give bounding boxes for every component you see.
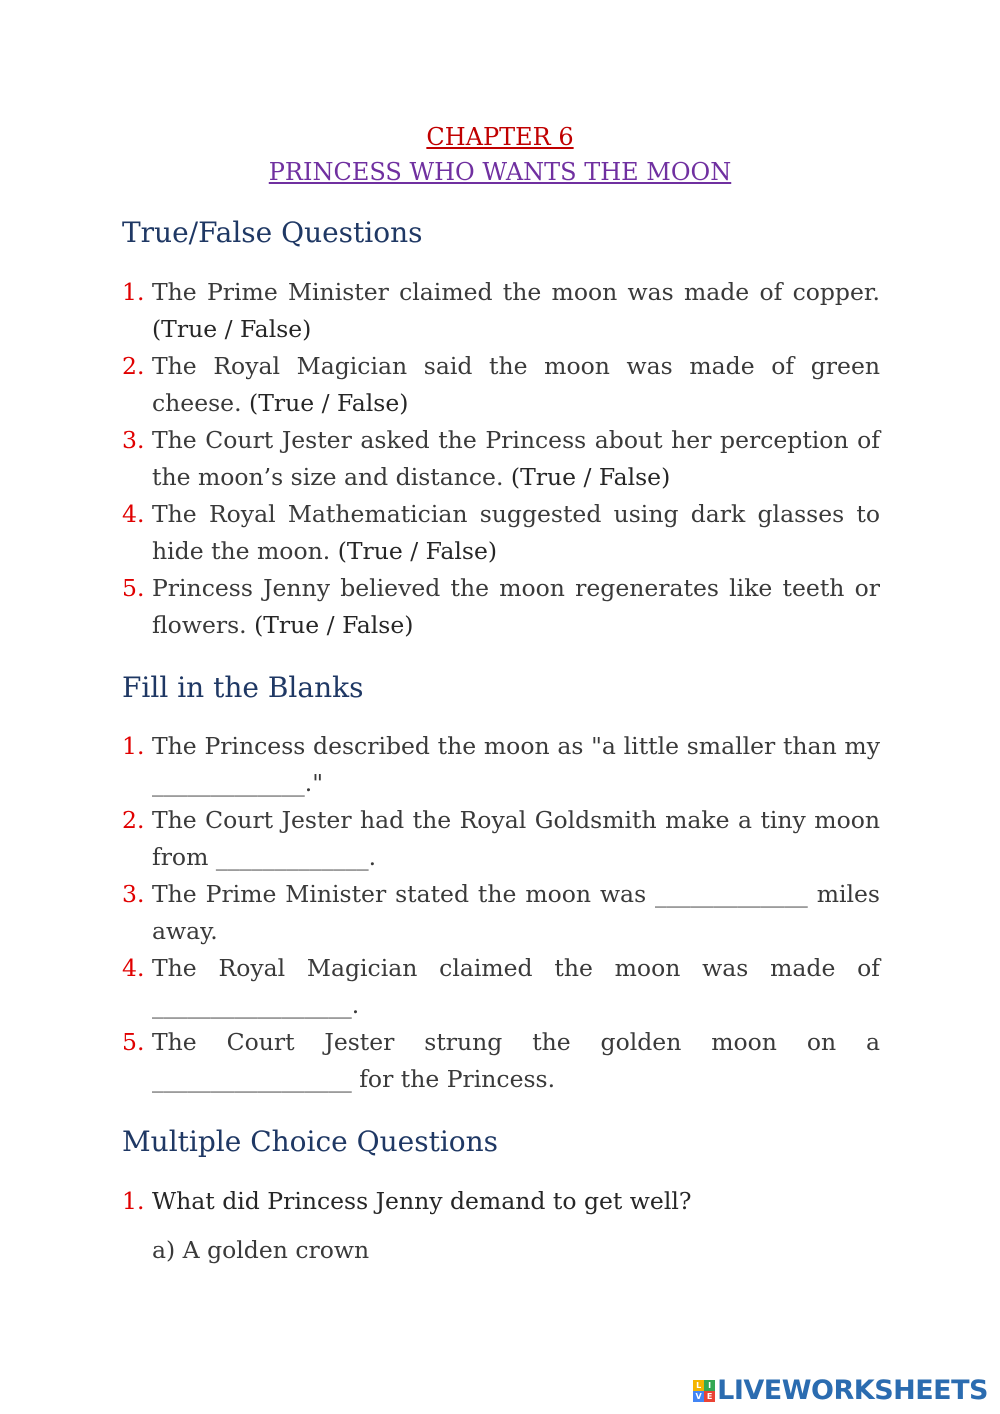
question-number: 1.	[122, 278, 145, 306]
question-text: Princess Jenny believed the moon regenerates like teeth or flowers.	[152, 574, 880, 639]
mcq-question	[0, 1183, 880, 1220]
question-text: What did Princess Jenny demand to get well?	[152, 1187, 692, 1215]
true-false-question	[0, 570, 880, 644]
mcq-option-a[interactable]: a) A golden crown	[152, 1236, 370, 1264]
question-text: The Royal Mathematician suggested using dark glasses to hide the moon.	[152, 500, 880, 565]
question-text[interactable]: The Princess described the moon as "a little smaller than my _____________."	[152, 732, 880, 797]
true-false-list	[0, 274, 880, 644]
question-number: 3.	[122, 880, 145, 908]
question-text[interactable]: The Prime Minister stated the moon was _____________ miles away.	[152, 880, 880, 945]
question-number: 4.	[122, 954, 145, 982]
true-false-question	[0, 348, 880, 422]
question-number: 5.	[122, 1028, 145, 1056]
liveworksheets-logo	[693, 1375, 988, 1406]
true-false-question	[0, 496, 880, 570]
true-false-choice[interactable]: (True / False)	[249, 389, 409, 417]
true-false-choice[interactable]: (True / False)	[254, 611, 414, 639]
fill-blank-question	[0, 1024, 880, 1098]
fill-blank-question	[0, 950, 880, 1024]
question-number: 2.	[122, 352, 145, 380]
question-text[interactable]: The Royal Magician claimed the moon was made of _________________.	[152, 954, 880, 1019]
fill-blank-question	[0, 728, 880, 802]
chapter-heading: CHAPTER 6	[426, 123, 574, 151]
question-text[interactable]: The Court Jester strung the golden moon on a _________________ for the Princess.	[152, 1028, 880, 1093]
question-number: 4.	[122, 500, 145, 528]
true-false-heading: True/False Questions	[122, 216, 423, 249]
mcq-heading: Multiple Choice Questions	[122, 1125, 499, 1158]
question-number: 3.	[122, 426, 145, 454]
mcq-list	[0, 1183, 880, 1220]
question-text: The Prime Minister claimed the moon was made of copper.	[152, 278, 880, 306]
true-false-question	[0, 422, 880, 496]
question-number: 1.	[122, 732, 145, 760]
story-title: PRINCESS WHO WANTS THE MOON	[268, 158, 732, 186]
fill-blanks-heading: Fill in the Blanks	[122, 671, 364, 704]
question-text: The Royal Magician said the moon was made of green cheese.	[152, 352, 880, 417]
true-false-choice[interactable]: (True / False)	[510, 463, 671, 491]
true-false-choice[interactable]: (True / False)	[152, 315, 312, 343]
page-header	[0, 120, 1000, 190]
logo-mark-icon: L I V E	[693, 1380, 715, 1402]
fill-blank-question	[0, 802, 880, 876]
question-text: The Court Jester asked the Princess about her perception of the moon’s size and distance.	[152, 426, 880, 491]
fill-blanks-list	[0, 728, 880, 1098]
question-number: 5.	[122, 574, 145, 602]
true-false-question	[0, 274, 880, 348]
question-number: 1.	[122, 1187, 145, 1215]
question-number: 2.	[122, 806, 145, 834]
question-text[interactable]: The Court Jester had the Royal Goldsmith make a tiny moon from _____________.	[152, 806, 880, 871]
fill-blank-question	[0, 876, 880, 950]
logo-text: LIVEWORKSHEETS	[717, 1375, 988, 1406]
true-false-choice[interactable]: (True / False)	[337, 537, 498, 565]
